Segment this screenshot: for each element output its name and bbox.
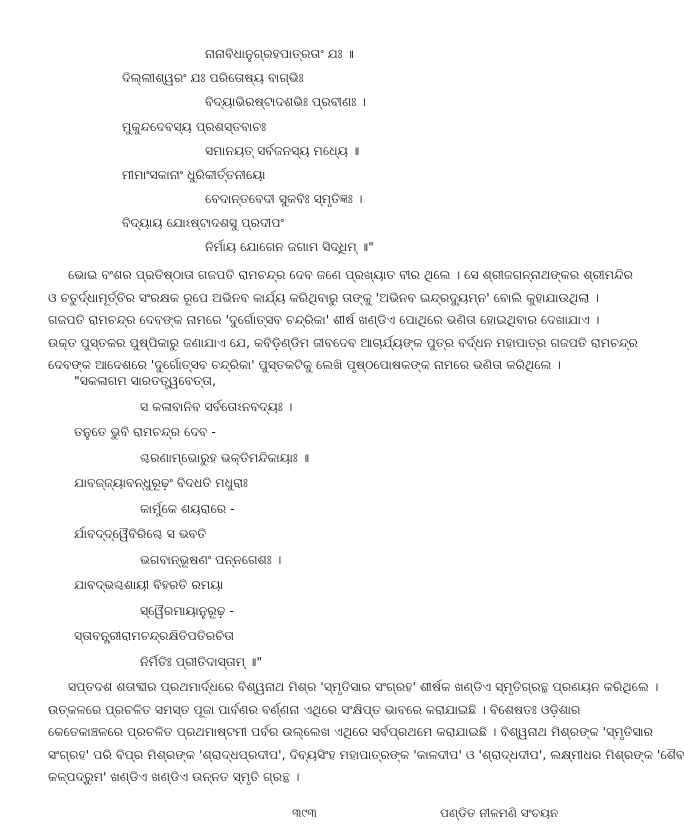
- verse-line: ଯାବଦ୍‌ଭଶ୍ଚଶାୟୀ ବିହରତି ରମୟା: [74, 577, 224, 592]
- verse-line: ମୁକୁନ୍ଦଦେବସ୍ୟ ପ୍ରଶସ୍ତବାଚଃ: [122, 119, 267, 134]
- verse-line: ନିର୍ମାୟ ଯୋଗେନ ଜଗାମ ସିଦ୍ଧିମ୍ ॥": [205, 239, 374, 254]
- verse-line: ସ୍ୱୈରମାୟାନୁରୂଢ଼ -: [140, 603, 234, 618]
- verse-line: ଦିଲ୍ଲୀଶ୍ୱରଂ ଯଃ ପରିତୋଷ୍ୟ ବାଗ୍‌ଭିଃ: [122, 70, 304, 85]
- verse-line: ଶ୍ଚରଣାମ୍ଭୋରୁହ ଭକ୍ତିମନ୍ଦିକାୟାଃ ॥: [140, 450, 310, 465]
- verse-line: "ସକଳାଗମ ସାରତତ୍ତ୍ୱବେତ୍ତା,: [74, 373, 217, 388]
- paragraph-line: ସଂଗ୍ରହ' ପରି ବିପ୍ର ମିଶ୍ରଙ୍କ 'ଶ୍ରାଦ୍ଧପ୍ରଦୀପ', ଦିବ୍ୟସିଂହ ମହାପାତ୍ରଙ୍କ 'କାଳଦୀପ' ଓ 'ଶ୍ରାଦ୍ଧଦୀପ', ଲକ୍ଷ୍ମୀଧର ମିଶ୍ରଙ୍କ 'ଶୈବ: [48, 746, 684, 762]
- paragraph-line: ଭୋଇ ବଂଶର ପ୍ରତିଷ୍ଠାତା ଗଜପତି ରାମଚନ୍ଦ୍ର ଦେବ ଜଣେ ପ୍ରଖ୍ୟାତ ବୀର ଥିଲେ । ସେ ଶ୍ରୀଜଗନ୍ନାଥଙ୍କର ଶ୍ରୀମନ୍ଦିର: [68, 267, 633, 282]
- paragraph-line: ଓ ଚତୁର୍ଦ୍ଧାମୂର୍ତ୍ତିର ସଂରକ୍ଷକ ରୂପେ ଅଭିନବ କାର୍ଯ୍ୟ କରିଥିବାରୁ ତାଙ୍କୁ 'ଅଭିନବ ଇନ୍ଦ୍ରଦ୍ୟୁମ୍ନ' ବୋଲି କୁହାଯାଉଥିଲା ।: [48, 289, 599, 305]
- verse-line: ସମାନୟତ୍ ସର୍ବଜନସ୍ୟ ମଧ୍ୟେ ॥: [205, 143, 360, 158]
- verse-line: ବେଦାନ୍ତବେଦୀ ସୁକବିଃ ସ୍ମୃତିଜ୍ଞଃ ।: [205, 191, 363, 206]
- page-number: ୩୯୩: [292, 806, 317, 820]
- verse-line: ଯାବଜ୍ଜ୍ୟାବନ୍ଧୁରୂଢ଼ଂ ବିଦଧତି ମଧୁରାଃ: [74, 475, 248, 490]
- paragraph-line: କେତେକାଞ୍ଚଳରେ ପ୍ରଚଳିତ ପ୍ରଥମାଷ୍ଟମୀ ପର୍ବର ଉଲ୍ଲେଖ ଏଥିରେ ସର୍ବପ୍ରଥମେ କରାଯାଇଛି । ବିଶ୍ୱନାଥ ମିଶ୍ରଙ୍କ 'ସ୍ମୃତିସାର: [48, 724, 653, 739]
- body-paragraph: [48, 676, 684, 789]
- paragraph-line: ଗଜପତି ରାମଚନ୍ଦ୍ର ଦେବଙ୍କ ନାମରେ 'ଦୁର୍ଗୋତ୍ସବ ଚନ୍ଦ୍ରିକା' ଶୀର୍ଷ ଖଣ୍ଡିଏ ପୋଥିରେ ଭଣିତା ହୋଇଥିବାର ଦେଖାଯାଏ ।: [48, 312, 600, 327]
- verse-line: ମୀମାଂସକାନାଂ ଧୁରିକୀର୍ତ୍ତନୀୟୋ: [122, 167, 266, 182]
- verse-line: ର୍ଯାବଦ୍‌ଦ୍ୱୈବିରିଶ୍ଚେ ସ ଭବତି: [74, 526, 207, 541]
- verse-line: ତନୁତେ ଭୁବି ରାମଚନ୍ଦ୍ର ଦେବ -: [74, 424, 216, 439]
- paragraph-line: କଳ୍ପଦ୍ରୁମ' ଖଣ୍ଡିଏ ଖଣ୍ଡିଏ ଉନ୍ନତ ସ୍ମୃତି ଗ୍ରନ୍ଥ ।: [48, 769, 300, 784]
- verse-line: କାର୍ମୁକେ ଶୟରାରେ -: [140, 501, 235, 516]
- verse-line: ବିଦ୍ୟାୟ ଯୋଽଷ୍ଟାଦଶସୁ ପ୍ରଦୀପଂ: [122, 215, 284, 230]
- paragraph-line: ଦେବଙ୍କ ଆଦେଶରେ 'ଦୁର୍ଗୋତ୍ସବ ଚନ୍ଦ୍ରିକା' ପୁସ୍ତକଟିକୁ ଲେଖି ପୃଷ୍ଠପୋଷକଙ୍କ ନାମରେ ଭଣିତା କରିଥିଲେ ।: [48, 357, 562, 372]
- verse-line: ସ୍ତାବନ୍ମ୍ରୀରାମଚନ୍ଦ୍ରକ୍ଷିତିପତିରଚିତା: [74, 628, 235, 643]
- verse-line: ବିଦ୍ୟାଭିରଷ୍ଟାଦଶଭିଃ ପ୍ରବୀଣଃ ।: [205, 94, 366, 109]
- paragraph-line: ଉତ୍କଳରେ ପ୍ରଚଳିତ ସମସ୍ତ ପୂଜା ପାର୍ବଣର ବର୍ଣ୍ଣନା ଏଥିରେ ସଂକ୍ଷିପ୍ତ ଭାବରେ କରାଯାଇଛି । ବିଶେଷତଃ ଓଡ଼ିଶାର: [48, 701, 581, 717]
- book-title: ପଣ୍ଡିତ ନୀଳମଣି ସଂଚୟନ: [440, 806, 559, 820]
- body-paragraph: [48, 264, 638, 377]
- verse-line: ନାନାବିଧାନୁଗ୍ରହପାତ୍ରତାଂ ଯଃ ॥: [205, 46, 354, 61]
- verse-line: ନିର୍ମିତିଃ ପ୍ରୀତିଦାସ୍ତାମ୍ ॥": [140, 654, 263, 669]
- paragraph-line: ସପ୍ତଦଶ ଶତାବ୍ଦୀର ପ୍ରଥମାର୍ଦ୍ଧରେ ବିଶ୍ୱନାଥ ମିଶ୍ର 'ସ୍ମୃତିସାର ସଂଗ୍ରହ' ଶୀର୍ଷକ ଖଣ୍ଡିଏ ସ୍ମୃତିଗ୍ରନ୍ଥ ପ୍ରଣୟନ କରିଥିଲେ ।: [68, 679, 659, 694]
- paragraph-line: ଉକ୍ତ ପୁସ୍ତକର ପୁଷ୍ପିକାରୁ ଜଣାଯାଏ ଯେ, କବିଡ଼ିଣ୍ଡିମ ଜୀବଦେବ ଆଚାର୍ଯ୍ୟଙ୍କ ପୁତ୍ର ବର୍ଦ୍ଧନ ମହାପାତ୍ର ଗଜପତି ରାମଚନ୍ଦ୍ର: [48, 334, 638, 350]
- verse-line: ଭଗବାନ୍‌ଭୂଷଣଂ ପନ୍ନଗେଶଃ ।: [140, 552, 282, 567]
- verse-line: ସ କଳାବାନିବ ସର୍ବତୋଽନବଦ୍ୟଃ ।: [140, 399, 293, 414]
